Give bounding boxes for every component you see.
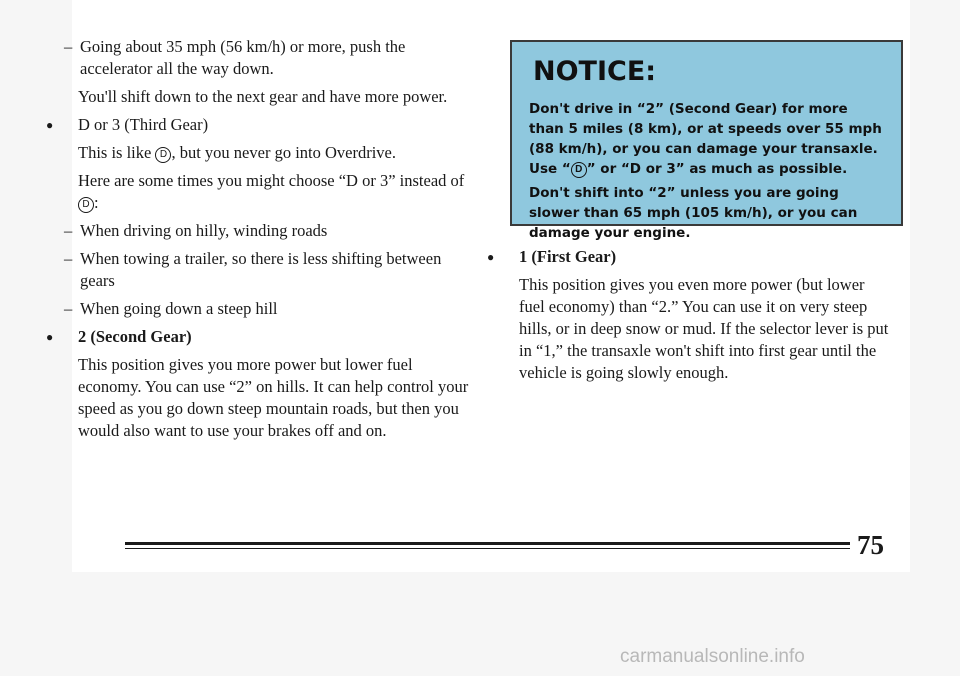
notice-paragraph: Don't drive in “2” (Second Gear) for more than 5 miles (8 km), or at speeds over 55 mph (88 km/h), or you can damage your transaxle. Use “ D ” or “D or 3” as much as possible.: [529, 101, 882, 177]
page-number: 75: [857, 530, 884, 560]
overdrive-symbol-icon: D: [155, 147, 171, 163]
paragraph: This is like D , but you never go into Overdrive.: [78, 143, 396, 162]
footer-rule-thin: [125, 548, 850, 549]
paragraph: This position gives you even more power (but lower fuel economy) than “2.” You can use it on very steep hills, or in deep snow or mud. If the selector lever is put in “1,” the transaxle won't shift into first gear until the vehicle is going slowly enough.: [519, 275, 889, 382]
overdrive-symbol-icon: D: [78, 197, 94, 213]
list-item: – Going about 35 mph (56 km/h) or more, push the accelerator all the way down.: [64, 37, 406, 78]
paragraph: Here are some times you might choose “D or 3” instead of D :: [78, 171, 465, 212]
watermark: carmanualsonline.info: [620, 646, 805, 667]
bullet-icon: ●: [46, 330, 54, 344]
overdrive-symbol-icon: D: [571, 162, 587, 178]
notice-box: [510, 40, 903, 241]
dash-mark: –: [64, 37, 73, 56]
notice-title: NOTICE:: [533, 56, 657, 87]
footer-rule: [125, 542, 850, 545]
dash-mark: –: [64, 299, 73, 318]
list-item: – When towing a trailer, so there is less shifting between gears: [64, 249, 442, 290]
list-item: – When going down a steep hill: [64, 299, 278, 318]
bullet-third-gear: ● D or 3 (Third Gear): [46, 115, 209, 134]
bullet-icon: ●: [46, 118, 54, 132]
bullet-second-gear: ● 2 (Second Gear): [46, 327, 192, 346]
dash-mark: –: [64, 221, 73, 240]
paragraph: This position gives you more power but lower fuel economy. You can use “2” on hills. It can help control your speed as you go down steep mountain roads, but then you would also want to use your brakes off and on.: [78, 355, 469, 440]
paragraph: You'll shift down to the next gear and have more power.: [78, 87, 448, 106]
bullet-icon: ●: [487, 250, 495, 264]
list-item: – When driving on hilly, winding roads: [64, 221, 328, 240]
dash-mark: –: [64, 249, 73, 268]
notice-paragraph: Don't shift into “2” unless you are going slower than 65 mph (105 km/h), or you can damage your engine.: [529, 185, 858, 241]
bullet-first-gear: ● 1 (First Gear): [487, 247, 617, 266]
left-column: [46, 36, 476, 448]
right-column: [487, 246, 890, 390]
